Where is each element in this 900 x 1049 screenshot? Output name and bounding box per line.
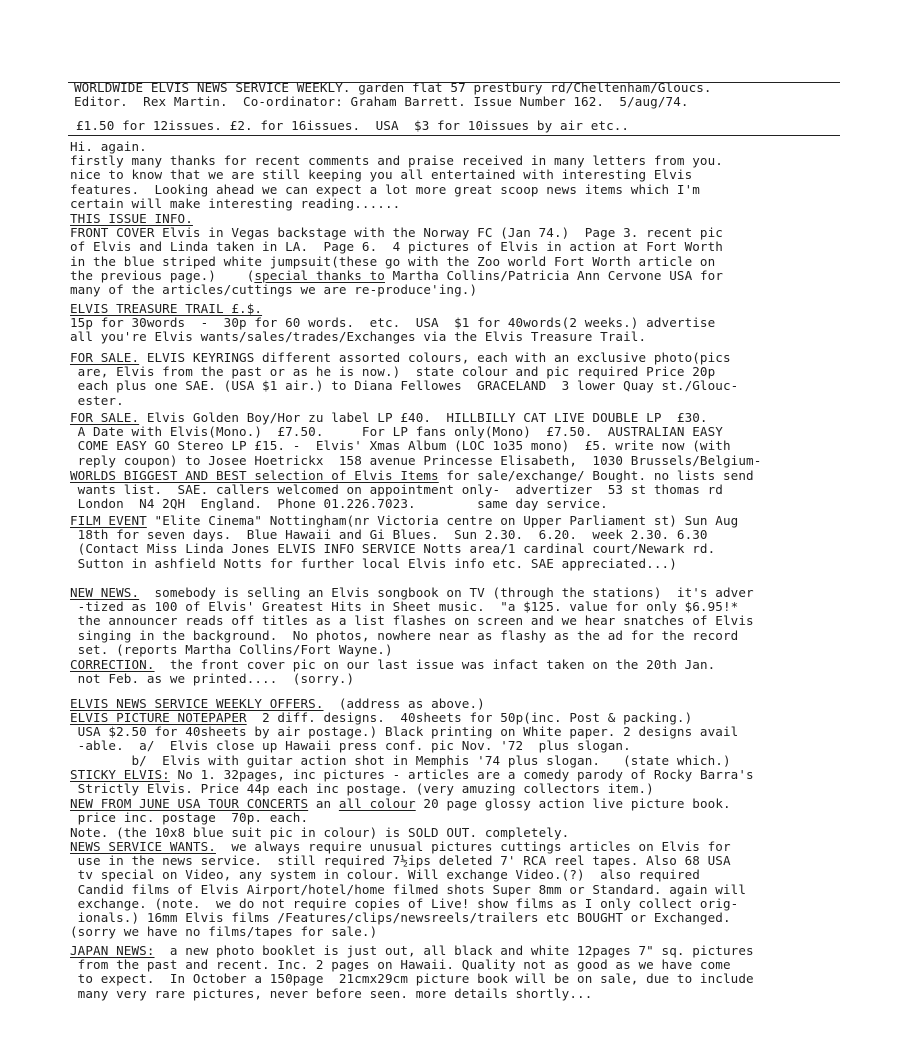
section-heading: STICKY ELVIS: [70, 767, 170, 782]
section-heading: ELVIS TREASURE TRAIL £.$. [70, 301, 263, 316]
sticky-elvis-section: STICKY ELVIS: No 1. 32pages, inc pictures - articles are a comedy parody of Rocky Barra's Strictly Elvis. Price 44p each inc postage. (very amuzing collectors item.) [70, 767, 754, 797]
news-service-wants-section: NEWS SERVICE WANTS. we always require unusual pictures cuttings articles on Elvis for use in the news service. still required 7½ips deleted 7' RCA reel tapes. Also 68 USA tv special on Video, any system in colour. Will exchange Video.(?) also required Candid films of Elvis Airport/hotel/home filmed shots Super 8mm or Standard. again will exchange. (note. we do not require copies of Live! show films as I only collect orig- ionals.) 16mm Elvis films /Features/clips/newsreels/trailers etc BOUGHT or Exchanged. (sorry we have no films/tapes for sale.) [70, 839, 747, 940]
masthead-line-1: WORLDWIDE ELVIS NEWS SERVICE WEEKLY. garden flat 57 prestbury rd/Cheltenham/Gloucs. [74, 80, 712, 95]
japan-news-section: JAPAN NEWS: a new photo booklet is just out, all black and white 12pages 7" sq. pictures from the past and recent. Inc. 2 pages on Hawaii. Quality not as good as we have come to expect. In October a 150page 21cmx29cm picture book will be on sale, due to include many very rare pictures, never before seen. more details shortly... [70, 943, 754, 1001]
section-heading: NEW FROM JUNE USA TOUR CONCERTS [70, 796, 309, 811]
intro-paragraph: Hi. again. firstly many thanks for recent comments and praise received in many letters from you. nice to know that we are still keeping you all entertained with interesting Elvis features. Looking ahead we can expect a lot more great scoop news items which I'm certain will make interesting reading...... [70, 139, 723, 211]
tour-concerts-section: NEW FROM JUNE USA TOUR CONCERTS an all colour 20 page glossy action live picture book. price inc. postage 70p. each. [70, 796, 731, 826]
for-sale-records: FOR SALE. Elvis Golden Boy/Hor zu label LP £40. HILLBILLY CAT LIVE DOUBLE LP £30. A Date with Elvis(Mono.) £7.50. For LP fans only(Mono) £7.50. AUSTRALIAN EASY COME EASY GO Stereo LP £15. - Elvis' Xmas Album (LOC 1o35 mono) £5. write now (with reply coupon) to Josee Hoetrickx 158 avenue Princesse Elisabeth, 1030 Brussels/Belgium- [70, 410, 762, 468]
section-heading: NEWS SERVICE WANTS. [70, 839, 216, 854]
masthead [74, 81, 854, 109]
section-heading: WORLDS BIGGEST AND BEST selection of Elvis Items [70, 468, 439, 483]
section-heading: NEW NEWS. [70, 585, 140, 600]
section-heading: FILM EVENT [70, 513, 147, 528]
bottom-rule [68, 135, 840, 136]
price-line: £1.50 for 12issues. £2. for 16issues. USA $3 for 10issues by air etc.. [76, 118, 630, 133]
offers-heading-line: ELVIS NEWS SERVICE WEEKLY OFFERS. (address as above.) [70, 696, 485, 711]
new-news-section: NEW NEWS. somebody is selling an Elvis songbook on TV (through the stations) it's adver -tized as 100 of Elvis' Greatest Hits in Sheet music. "a $125. value for only $6.95!* the announcer reads off titles as a list flashes on screen and we hear snatches of Elvis singing in the background. No photos, nowhere near as flashy as the ad for the record set. (reports Martha Collins/Fort Wayne.) [70, 585, 754, 657]
masthead-line-2: Editor. Rex Martin. Co-ordinator: Graham Barrett. Issue Number 162. 5/aug/74. [74, 94, 689, 110]
for-sale-keyrings: FOR SALE. ELVIS KEYRINGS different assorted colours, each with an exclusive photo(pics are, Elvis from the past or as he is now.) state colour and pic required Price 20p each plus one SAE. (USA $1 air.) to Diana Fellowes GRACELAND 3 lower Quay st./Glouc- ester. [70, 350, 739, 408]
worlds-biggest-section: WORLDS BIGGEST AND BEST selection of Elvis Items for sale/exchange/ Bought. no lists send wants list. SAE. callers welcomed on appointment only- advertizer 53 st thomas rd London N4 2QH England. Phone 01.226.7023. same day service. [70, 468, 754, 512]
notepaper-section: ELVIS PICTURE NOTEPAPER 2 diff. designs. 40sheets for 50p(inc. Post & packing.) USA $2.50 for 40sheets by air postage.) Black printing on White paper. 2 designs avail -able. a/ Elvis close up Hawaii press conf. pic Nov. '72 plus slogan. b/ Elvis with guitar action shot in Memphis '74 plus slogan. (state which.) [70, 710, 739, 768]
section-heading: FOR SALE. [70, 350, 140, 365]
section-heading: JAPAN NEWS: [70, 943, 155, 958]
section-heading: THIS ISSUE INFO. [70, 211, 193, 226]
issue-info-section: THIS ISSUE INFO. FRONT COVER Elvis in Vegas backstage with the Norway FC (Jan 74.) Page 3. recent pic of Elvis and Linda taken in LA. Page 6. 4 pictures of Elvis in action at Fort Worth in the blue striped white jumpsuit(these go with the Zoo world Fort Worth article on the previous page.) (special thanks to Martha Collins/Patricia Ann Cervone USA for many of the articles/cuttings we are re-produce'ing.) [70, 211, 723, 298]
section-heading: FOR SALE. [70, 410, 140, 425]
section-heading: ELVIS NEWS SERVICE WEEKLY OFFERS. [70, 696, 324, 711]
film-event-section: FILM EVENT "Elite Cinema" Nottingham(nr Victoria centre on Upper Parliament st) Sun Aug 18th for seven days. Blue Hawaii and Gi Blues. Sun 2.30. 6.20. week 2.30. 6.30 (Contact Miss Linda Jones ELVIS INFO SERVICE Notts area/1 cardinal court/Newark rd. Sutton in ashfield Notts for further local Elvis info etc. SAE appreciated...) [70, 513, 739, 571]
section-heading: ELVIS PICTURE NOTEPAPER [70, 710, 247, 725]
section-heading: CORRECTION. [70, 657, 155, 672]
correction-section: CORRECTION. the front cover pic on our last issue was infact taken on the 20th Jan. not Feb. as we printed.... (sorry.) [70, 657, 716, 687]
treasure-trail-section: ELVIS TREASURE TRAIL £.$. 15p for 30words - 30p for 60 words. etc. USA $1 for 40words(2 weeks.) advertise all you're Elvis wants/sales/trades/Exchanges via the Elvis Treasure Trail. [70, 301, 716, 345]
sold-out-note: Note. (the 10x8 blue suit pic in colour) is SOLD OUT. completely. [70, 825, 570, 840]
